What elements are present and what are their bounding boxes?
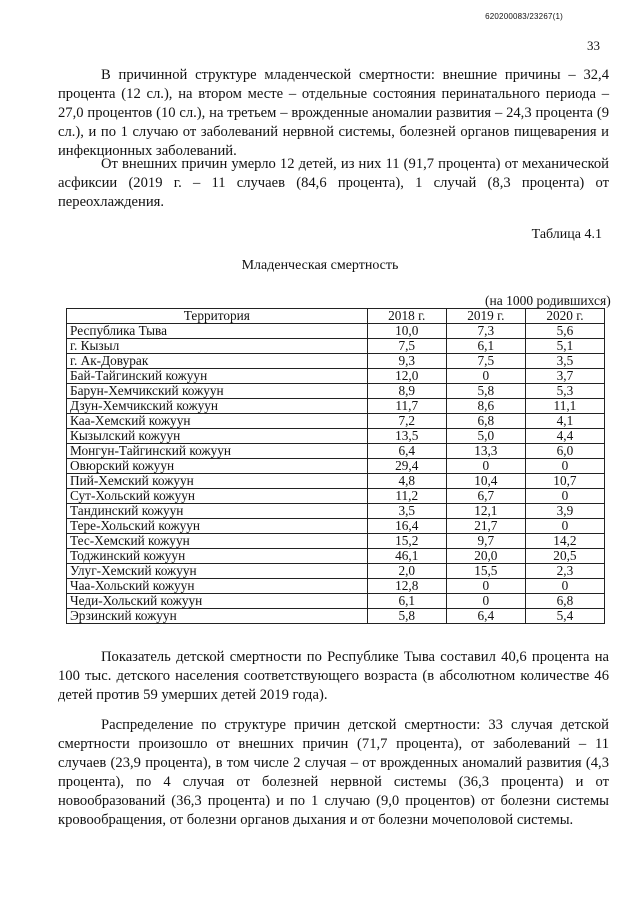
cell-value: 8,6 — [446, 399, 525, 414]
cell-value: 0 — [525, 459, 604, 474]
cell-value: 5,1 — [525, 339, 604, 354]
cell-value: 5,0 — [446, 429, 525, 444]
cell-territory: г. Кызыл — [67, 339, 368, 354]
paragraph-child-mortality-structure: Распределение по структуре причин детской смертности: 33 случая детской смертности произошло от внешних причин (71,7 процента), от заболеваний – 11 случаев (23,9 процента), в том числе 2 случая – от врожденных аномалий развития (4,3 процента), по 4 случая от болезней нервной системы (36,3 процента) и от новообразований (36,3 процента) и по 1 случаю (9,0 процентов) от болезни системы кровообращения, от болезни органов дыхания и от болезни мочеполовой системы. — [58, 717, 609, 828]
table-title: Младенческая смертность — [241, 258, 399, 273]
cell-value: 5,4 — [525, 609, 604, 624]
table-row — [67, 444, 605, 459]
cell-value: 0 — [446, 594, 525, 609]
table-row — [67, 399, 605, 414]
cell-value: 6,7 — [446, 489, 525, 504]
header-territory: Территория — [67, 309, 368, 324]
cell-value: 46,1 — [367, 549, 446, 564]
table-row — [67, 324, 605, 339]
cell-value: 0 — [446, 369, 525, 384]
cell-value: 0 — [446, 579, 525, 594]
cell-territory: Чеди-Хольский кожуун — [67, 594, 368, 609]
cell-value: 12,0 — [367, 369, 446, 384]
table-row — [67, 369, 605, 384]
table-row — [67, 594, 605, 609]
cell-value: 6,1 — [446, 339, 525, 354]
table-row — [67, 489, 605, 504]
table-row — [67, 519, 605, 534]
cell-value: 5,8 — [446, 384, 525, 399]
cell-value: 29,4 — [367, 459, 446, 474]
table-units: (на 1000 родившихся) — [485, 293, 611, 308]
cell-value: 0 — [525, 519, 604, 534]
document-id: 620200083/23267(1) — [485, 12, 563, 21]
paragraph-child-mortality-rate: Показатель детской смертности по Республике Тыва составил 40,6 процента на 100 тыс. детского населения соответствующего возраста (в абсолютном количестве 46 детей против 59 умерших детей 2019 года). — [58, 649, 609, 703]
table-row — [67, 474, 605, 489]
header-2019: 2019 г. — [446, 309, 525, 324]
infant-mortality-table — [66, 308, 605, 624]
cell-value: 9,7 — [446, 534, 525, 549]
cell-territory: Тоджинский кожуун — [67, 549, 368, 564]
header-2018: 2018 г. — [367, 309, 446, 324]
cell-value: 4,8 — [367, 474, 446, 489]
cell-territory: Тере-Хольский кожуун — [67, 519, 368, 534]
cell-value: 0 — [525, 489, 604, 504]
cell-value: 3,5 — [525, 354, 604, 369]
cell-territory: Республика Тыва — [67, 324, 368, 339]
cell-value: 6,4 — [446, 609, 525, 624]
cell-value: 5,3 — [525, 384, 604, 399]
cell-value: 3,9 — [525, 504, 604, 519]
table-row — [67, 384, 605, 399]
cell-value: 4,4 — [525, 429, 604, 444]
cell-territory: Тес-Хемский кожуун — [67, 534, 368, 549]
table-row — [67, 534, 605, 549]
cell-value: 11,7 — [367, 399, 446, 414]
table-row — [67, 354, 605, 369]
table-label: Таблица 4.1 — [531, 227, 602, 242]
paragraph-external-causes: От внешних причин умерло 12 детей, из них 11 (91,7 процента) от механической асфиксии (2019 г. – 11 случаев (84,6 процента), 1 случай (8,3 процента) от переохлаждения. — [58, 156, 609, 210]
cell-value: 6,0 — [525, 444, 604, 459]
cell-value: 12,8 — [367, 579, 446, 594]
cell-value: 2,0 — [367, 564, 446, 579]
table-row — [67, 459, 605, 474]
cell-value: 3,5 — [367, 504, 446, 519]
cell-value: 9,3 — [367, 354, 446, 369]
cell-territory: Пий-Хемский кожуун — [67, 474, 368, 489]
cell-value: 6,1 — [367, 594, 446, 609]
table-row — [67, 504, 605, 519]
cell-value: 2,3 — [525, 564, 604, 579]
cell-territory: г. Ак-Довурак — [67, 354, 368, 369]
cell-territory: Чаа-Хольский кожуун — [67, 579, 368, 594]
cell-value: 4,1 — [525, 414, 604, 429]
table-row — [67, 549, 605, 564]
cell-value: 8,9 — [367, 384, 446, 399]
cell-value: 0 — [525, 579, 604, 594]
cell-territory: Эрзинский кожуун — [67, 609, 368, 624]
cell-value: 21,7 — [446, 519, 525, 534]
cell-value: 10,0 — [367, 324, 446, 339]
table-body — [67, 324, 605, 624]
cell-value: 16,4 — [367, 519, 446, 534]
header-2020: 2020 г. — [525, 309, 604, 324]
cell-territory: Тандинский кожуун — [67, 504, 368, 519]
cell-value: 6,4 — [367, 444, 446, 459]
table-row — [67, 564, 605, 579]
cell-value: 10,7 — [525, 474, 604, 489]
table-row — [67, 579, 605, 594]
cell-value: 3,7 — [525, 369, 604, 384]
table-header-row — [67, 309, 605, 324]
cell-value: 7,5 — [367, 339, 446, 354]
cell-value: 15,5 — [446, 564, 525, 579]
cell-territory: Барун-Хемчикский кожуун — [67, 384, 368, 399]
cell-territory: Улуг-Хемский кожуун — [67, 564, 368, 579]
cell-value: 11,1 — [525, 399, 604, 414]
cell-value: 7,2 — [367, 414, 446, 429]
cell-territory: Дзун-Хемчикский кожуун — [67, 399, 368, 414]
cell-value: 6,8 — [446, 414, 525, 429]
cell-territory: Овюрский кожуун — [67, 459, 368, 474]
cell-value: 13,5 — [367, 429, 446, 444]
cell-value: 20,5 — [525, 549, 604, 564]
cell-value: 10,4 — [446, 474, 525, 489]
page-number: 33 — [587, 38, 600, 53]
cell-value: 12,1 — [446, 504, 525, 519]
paragraph-infant-causes: В причинной структуре младенческой смертности: внешние причины – 32,4 процента (12 сл.), на втором месте – отдельные состояния перинатального периода – 27,0 процентов (10 сл.), на третьем – врожденные аномалии развития – 24,3 процента (9 сл.), и по 1 случаю от заболеваний нервной системы, болезней органов пищеварения и инфекционных заболеваний. — [58, 67, 609, 159]
cell-territory: Каа-Хемский кожуун — [67, 414, 368, 429]
table-row — [67, 414, 605, 429]
cell-territory: Сут-Хольский кожуун — [67, 489, 368, 504]
table-row — [67, 429, 605, 444]
cell-value: 11,2 — [367, 489, 446, 504]
table-row — [67, 609, 605, 624]
table-row — [67, 339, 605, 354]
cell-value: 5,8 — [367, 609, 446, 624]
cell-territory: Монгун-Тайгинский кожуун — [67, 444, 368, 459]
cell-value: 0 — [446, 459, 525, 474]
cell-territory: Кызылский кожуун — [67, 429, 368, 444]
cell-territory: Бай-Тайгинский кожуун — [67, 369, 368, 384]
cell-value: 7,3 — [446, 324, 525, 339]
cell-value: 14,2 — [525, 534, 604, 549]
cell-value: 15,2 — [367, 534, 446, 549]
cell-value: 6,8 — [525, 594, 604, 609]
cell-value: 7,5 — [446, 354, 525, 369]
cell-value: 5,6 — [525, 324, 604, 339]
cell-value: 20,0 — [446, 549, 525, 564]
cell-value: 13,3 — [446, 444, 525, 459]
